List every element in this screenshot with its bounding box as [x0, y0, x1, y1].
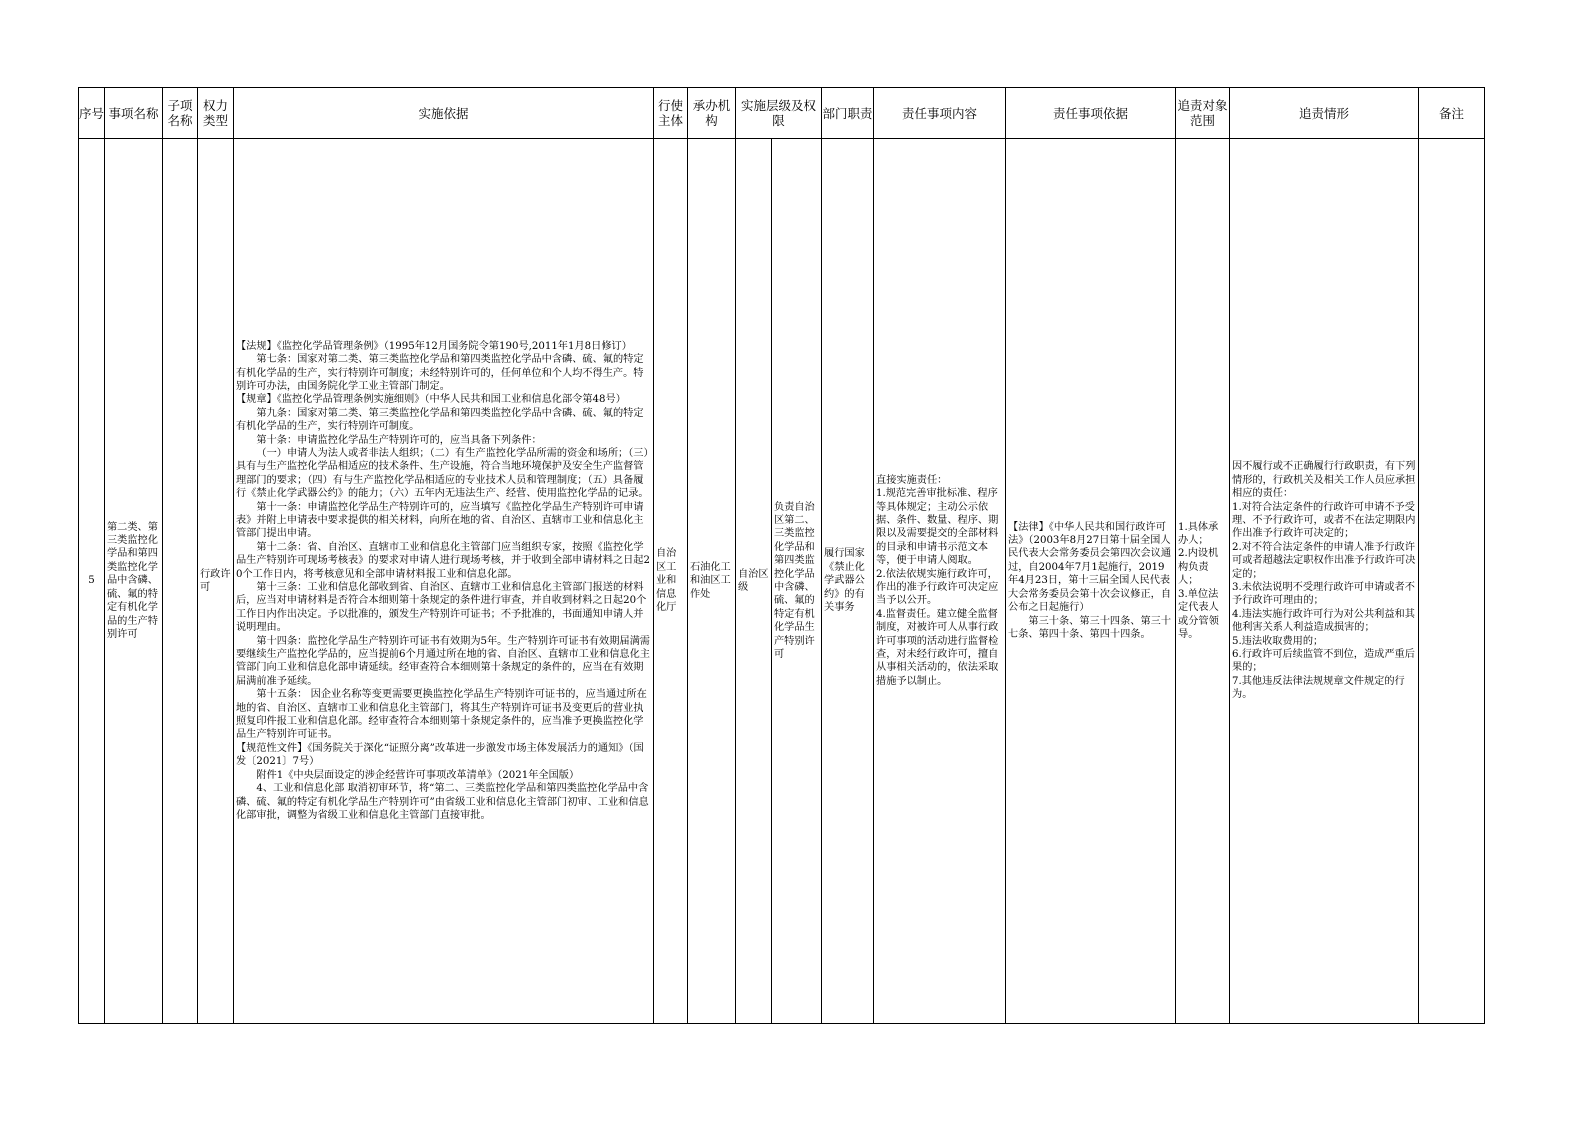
header-remark: 备注 — [1419, 88, 1485, 139]
scope-paragraph: 2.内设机构负责人； — [1178, 548, 1219, 587]
resp-basis-paragraph: 第三十条、第三十四条、第三十七条、第四十条、第四十四条。 — [1008, 615, 1172, 640]
basis-paragraph: 第十四条：监控化学品生产特别许可证书有效期为5年。生产特别许可证书有效期届满需要继续生产监控化学品的，应当提前6个月通过所在地的省、自治区、直辖市工业和信息化主管部门向工业和信息化部申请延续。经审查符合本细则第十条规定的条件的，应当在有效期届满前准予延续。 — [236, 635, 650, 687]
permission-table — [78, 87, 1485, 1024]
basis-paragraph: 第十三条：工业和信息化部收到省、自治区、直辖市工业和信息化主管部门报送的材料后，应当对申请材料是否符合本细则第十条规定的条件进行审查，并自收到材料之日起20个工作日内作出决定。予以批准的，颁发生产特别许可证书；不予批准的，书面通知申请人并说明理由。 — [236, 582, 647, 634]
resp-basis-text — [1006, 521, 1175, 642]
header-resp-basis: 责任事项依据 — [1006, 88, 1176, 139]
cell-sub-name — [163, 139, 198, 1024]
cell-seq — [79, 139, 105, 1024]
cases-paragraph: 4.违法实施行政许可行为对公共利益和其他利害关系人利益造成损害的； — [1232, 608, 1415, 634]
power-type-text: 行政许可 — [200, 568, 231, 593]
table-row — [79, 139, 1485, 1024]
cases-paragraph: 因不履行或不正确履行行政职责，有下列情形的，行政机关及相关工作人员应承担相应的责任： — [1232, 461, 1416, 500]
header-resp-content: 责任事项内容 — [874, 88, 1006, 139]
basis-paragraph: 第七条：国家对第二类、第三类监控化学品和第四类监控化学品中含磷、硫、氟的特定有机化学品的生产，实行特别许可制度；未经特别许可的，任何单位和个人均不得生产。特别许可办法，由国务院化学工业主管部门制定。 — [236, 354, 644, 392]
header-sub-name: 子项名称 — [163, 88, 198, 139]
cases-paragraph: 1.对符合法定条件的行政许可申请不予受理、不予行政许可，或者不在法定期限内作出准予行政许可决定的； — [1232, 501, 1416, 540]
cell-actor — [654, 139, 688, 1024]
cell-level-tier — [736, 139, 772, 1024]
cell-accountability-scope — [1176, 139, 1230, 1024]
header-duty: 部门职责 — [822, 88, 874, 139]
cell-level-authority — [772, 139, 822, 1024]
scope-paragraph: 3.单位法定代表人或分管领导。 — [1178, 588, 1219, 640]
seq-text: 5 — [88, 575, 95, 587]
header-row — [79, 88, 1485, 139]
cell-item-name — [105, 139, 163, 1024]
basis-paragraph: 【法规】《监控化学品管理条例》（1995年12月国务院令第190号,2011年1月8日修订） — [236, 340, 632, 352]
cell-handler — [688, 139, 736, 1024]
cases-paragraph: 7.其他违反法律法规规章文件规定的行为。 — [1232, 675, 1405, 701]
level-tier-text: 自治区级 — [738, 568, 769, 593]
header-power-type: 权力类型 — [198, 88, 234, 139]
basis-paragraph: 第十一条：申请监控化学品生产特别许可的，应当填写《监控化学品生产特别许可申请表》并附上申请表中要求提供的相关材料，向所在地的省、自治区、直辖市工业和信息化主管部门提出申请。 — [236, 501, 644, 540]
cases-paragraph: 5.违法收取费用的； — [1232, 635, 1324, 647]
basis-paragraph: 第九条：国家对第二类、第三类监控化学品和第四类监控化学品中含磷、硫、氟的特定有机化学品的生产，实行特别许可制度。 — [236, 407, 644, 433]
item-name-text: 第二类、第三类监控化学品和第四类监控化学品中含磷、硫、氟的特定有机化学品的生产特别许可 — [107, 521, 158, 640]
header-actor: 行使主体 — [654, 88, 688, 139]
header-accountability-cases: 追责情形 — [1230, 88, 1419, 139]
level-authority-text: 负责自治区第二、三类监控化学品和第四类监控化学品中含磷、硫、氟的特定有机化学品生产特别许可 — [774, 501, 815, 661]
resp-basis-paragraph: 【法律】《中华人民共和国行政许可法》（2003年8月27日第十届全国人民代表大会常务委员会第四次会议通过，自2004年7月1起施行，2019年4月23日，第十三届全国人民代表大会常务委员会第十次会议修正，自公布之日起施行） — [1008, 521, 1172, 614]
cell-duty — [822, 139, 874, 1024]
resp-content-paragraph: 2.依法依规实施行政许可，作出的准予行政许可决定应当予以公开。 — [876, 568, 999, 607]
resp-content-text — [874, 474, 1005, 689]
basis-paragraph: 4、工业和信息化部 取消初审环节，将“第二、三类监控化学品和第四类监控化学品中含磷、硫、氟的特定有机化学品生产特别许可”由省级工业和信息化主管部门初审、工业和信息化部审批，调整为省级工业和信息化主管部门直接审批。 — [236, 783, 649, 821]
basis-paragraph: 第十五条： 因企业名称等变更需要更换监控化学品生产特别许可证书的，应当通过所在地的省、自治区、直辖市工业和信息化主管部门，将其生产特别许可证书及变更后的营业执照复印件报工业和信息化部。经审查符合本细则第十条规定条件的，应当准予更换监控化学品生产特别许可证书。 — [236, 689, 647, 741]
basis-paragraph: （一）申请人为法人或者非法人组织；（二）有生产监控化学品所需的资金和场所；（三）具有与生产监控化学品相适应的技术条件、生产设施，符合当地环境保护及安全生产监督管理部门的要求；（四）有与生产监控化学品相适应的专业技术人员和管理制度；（五）具备履行《禁止化学武器公约》的能力；（六）五年内无违法生产、经营、使用监控化学品的记录。 — [236, 447, 649, 500]
handler-text: 石油化工和油区工作处 — [690, 561, 731, 600]
header-accountability-scope: 追责对象范围 — [1176, 88, 1230, 139]
duty-text: 履行国家《禁止化学武器公约》的有关事务 — [824, 548, 865, 614]
header-handler: 承办机构 — [688, 88, 736, 139]
basis-text — [234, 340, 653, 823]
header-item-name: 事项名称 — [105, 88, 163, 139]
header-basis: 实施依据 — [234, 88, 654, 139]
cases-paragraph: 3.未依法说明不受理行政许可申请或者不予行政许可理由的； — [1232, 582, 1415, 607]
basis-paragraph: 第十二条：省、自治区、直辖市工业和信息化主管部门应当组织专家，按照《监控化学品生产特别许可现场考核表》的要求对申请人进行现场考核，并于收到全部申请材料之日起20个工作日内，将考核意见和全部申请材料报工业和信息化部。 — [236, 541, 650, 580]
cell-resp-content — [874, 139, 1006, 1024]
cell-power-type — [198, 139, 234, 1024]
accountability-scope-text — [1176, 521, 1229, 642]
basis-paragraph: 【规范性文件】《国务院关于深化“证照分离”改革进一步激发市场主体发展活力的通知》（国发〔2021〕7号） — [236, 742, 644, 768]
resp-content-paragraph: 4.监督责任。建立健全监督制度，对被许可人从事行政许可事项的活动进行监督检查，对未经行政许可，擅自从事相关活动的，依法采取措施予以制止。 — [876, 608, 999, 687]
header-level: 实施层级及权限 — [736, 88, 822, 139]
resp-content-paragraph: 直接实施责任： — [876, 474, 948, 486]
cell-resp-basis — [1006, 139, 1176, 1024]
basis-paragraph: 第十条：申请监控化学品生产特别许可的，应当具备下列条件： — [256, 434, 542, 446]
basis-paragraph: 【规章】《监控化学品管理条例实施细则》（中华人民共和国工业和信息化部令第48号） — [236, 394, 626, 406]
resp-content-paragraph: 1.规范完善审批标准、程序等具体规定；主动公示依据、条件、数量、程序、期限以及需要提交的全部材料的目录和申请书示范文本等，便于申请人阅取。 — [876, 488, 999, 567]
cell-basis — [234, 139, 654, 1024]
actor-text: 自治区工业和信息化厅 — [656, 548, 677, 614]
cell-accountability-cases — [1230, 139, 1419, 1024]
cases-paragraph: 6.行政许可后续监管不到位，造成严重后果的； — [1232, 649, 1415, 674]
cell-remark — [1419, 139, 1485, 1024]
basis-paragraph: 附件1《中央层面设定的涉企经营许可事项改革清单》（2021年全国版） — [256, 769, 580, 781]
cases-paragraph: 2.对不符合法定条件的申请人准予行政许可或者超越法定职权作出准予行政许可决定的； — [1232, 541, 1416, 580]
header-seq: 序号 — [79, 88, 105, 139]
accountability-cases-text — [1230, 460, 1418, 701]
scope-paragraph: 1.具体承办人； — [1178, 521, 1219, 547]
